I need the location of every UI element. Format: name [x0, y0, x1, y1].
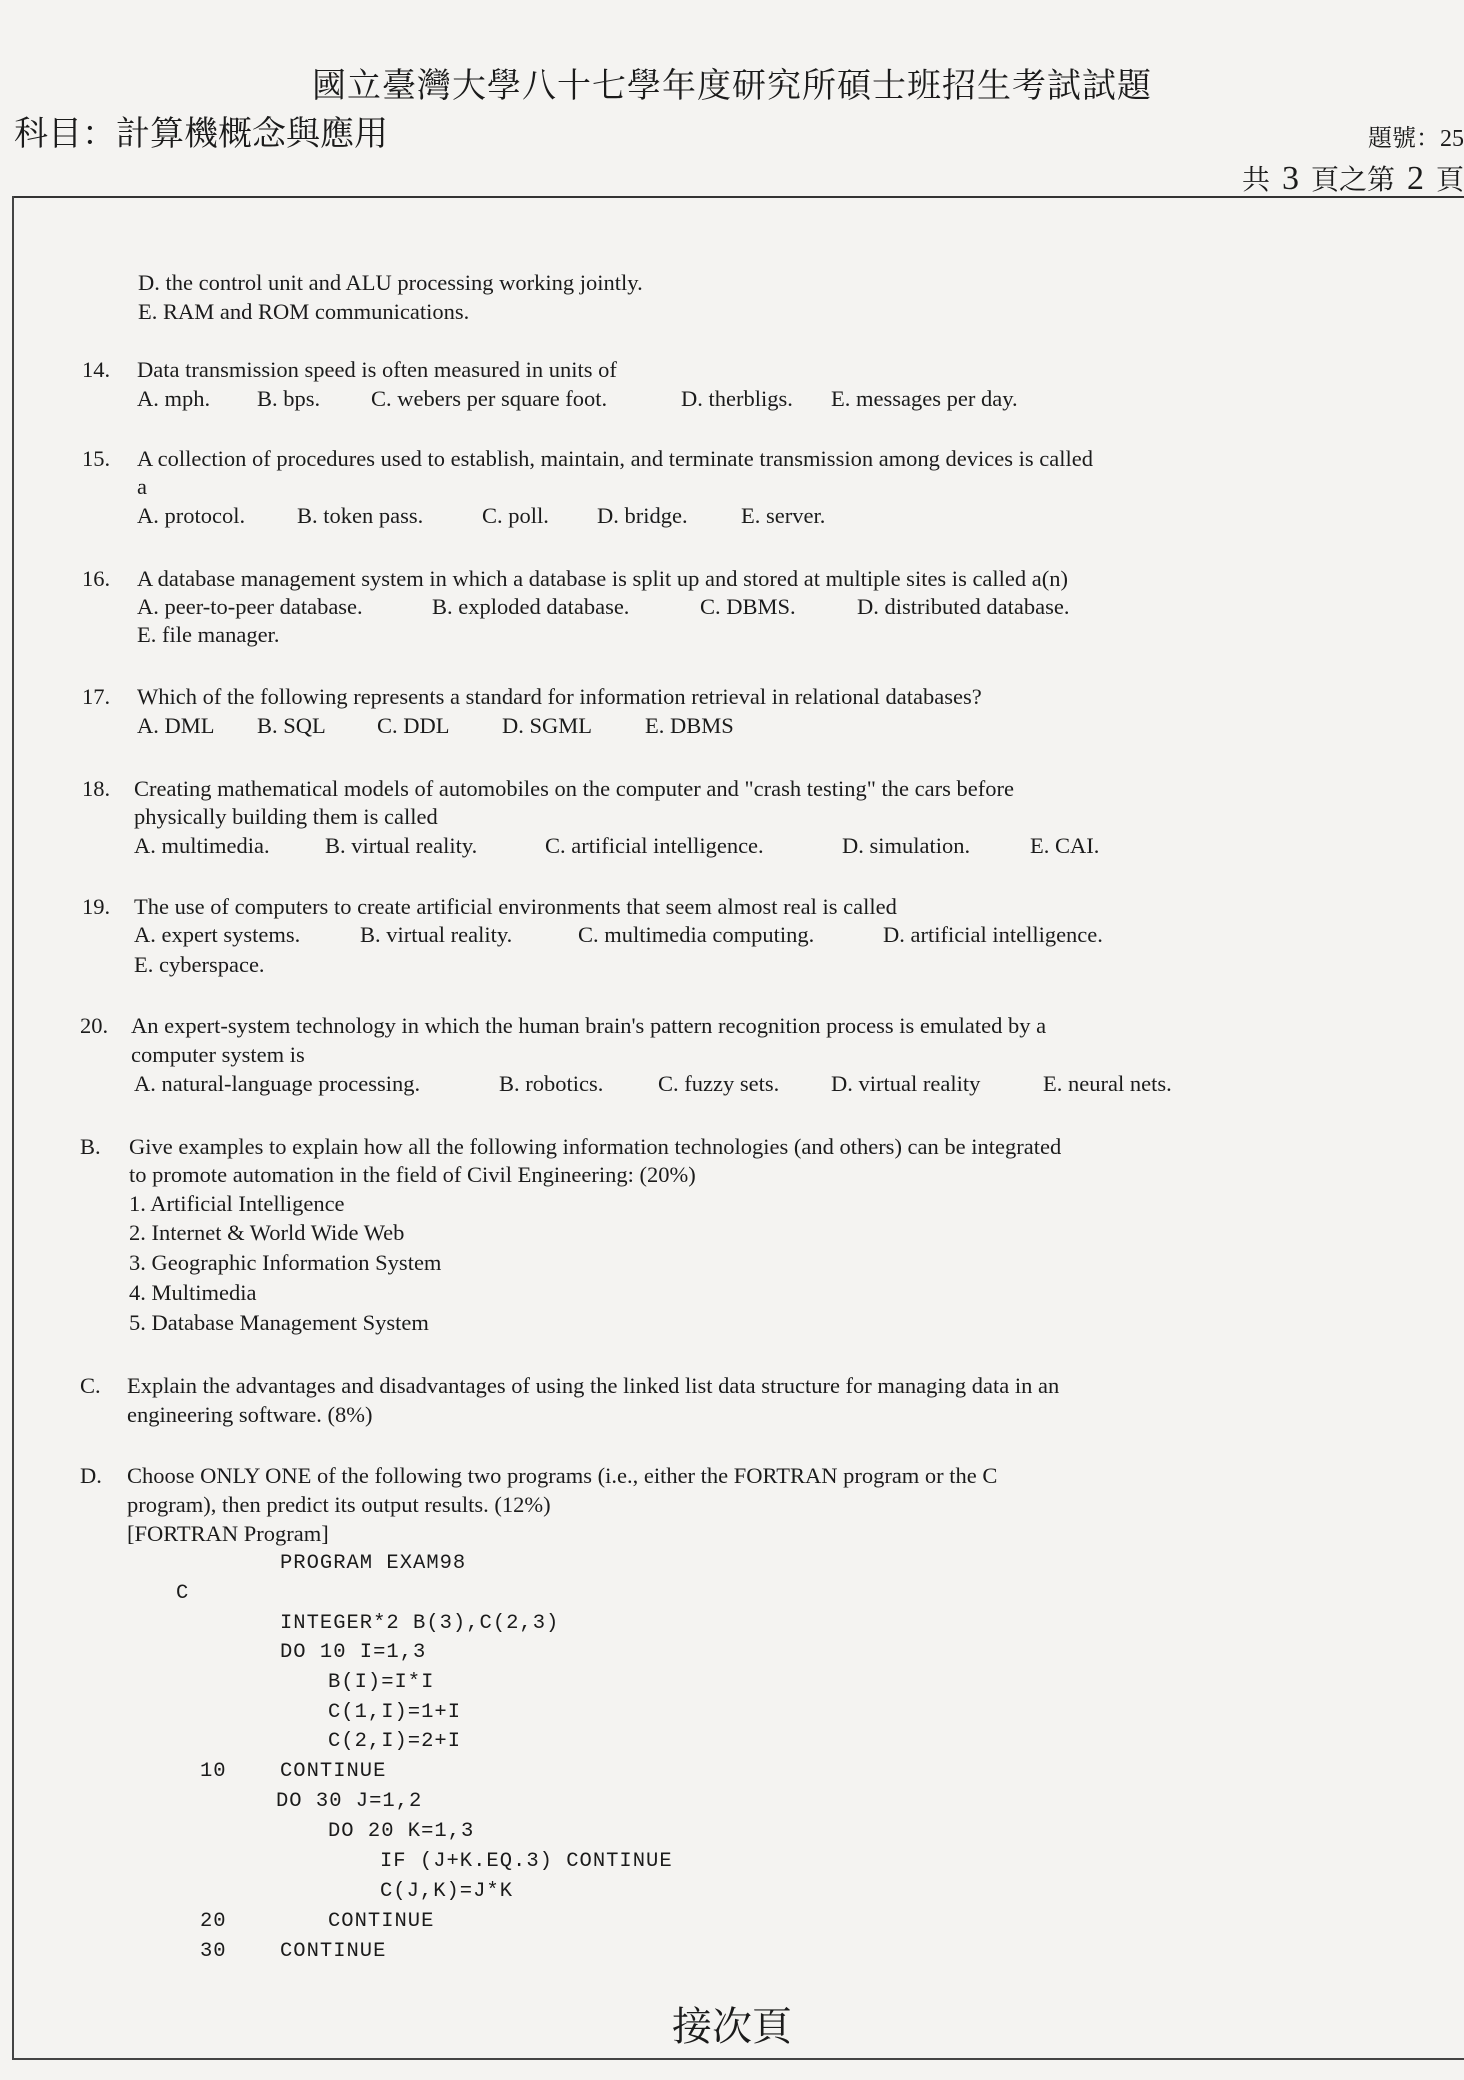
text-line: C. webers per square foot. — [371, 386, 608, 411]
page-indicator — [1242, 158, 1464, 198]
text-line: Which of the following represents a standard for information retrieval in relational databases? — [137, 684, 982, 709]
text-line: 2. Internet & World Wide Web — [129, 1220, 405, 1245]
page-indicator-middle: 頁之第 — [1310, 165, 1395, 196]
text-line: B. robotics. — [499, 1071, 604, 1096]
text-line: 15. — [82, 446, 111, 471]
text-line: Creating mathematical models of automobiles on the computer and "crash testing" the cars before — [134, 776, 1014, 801]
text-line: 14. — [82, 357, 111, 382]
page-current: 2 — [1406, 160, 1424, 197]
exam-number: 題號：25 — [1368, 126, 1464, 152]
page-indicator-prefix: 共 — [1241, 165, 1270, 196]
text-line: Give examples to explain how all the following information technologies (and others) can be integrated — [129, 1134, 1062, 1159]
text-line: B. SQL — [257, 713, 326, 738]
text-line: C. DBMS. — [700, 594, 796, 619]
text-line: B. — [80, 1134, 101, 1159]
page-total: 3 — [1281, 160, 1299, 197]
text-line: A. protocol. — [137, 503, 246, 528]
text-line: C. fuzzy sets. — [658, 1071, 780, 1096]
text-line: 18. — [82, 776, 111, 801]
text-line: A. DML — [137, 713, 215, 738]
text-line: E. neural nets. — [1043, 1071, 1172, 1096]
code-line: CONTINUE — [328, 1910, 435, 1933]
text-line: C. — [80, 1373, 101, 1398]
code-line: C — [176, 1582, 190, 1605]
continued-next-page: 接次頁 — [672, 2004, 792, 2049]
text-line: Data transmission speed is often measured in units of — [137, 357, 617, 382]
text-line: A. peer-to-peer database. — [137, 594, 363, 619]
text-line: C. multimedia computing. — [578, 922, 815, 947]
code-line: INTEGER*2 B(3),C(2,3) — [280, 1612, 560, 1635]
text-line: a — [137, 474, 147, 499]
text-line: 20. — [80, 1013, 109, 1038]
code-line: CONTINUE — [280, 1940, 387, 1963]
code-line: CONTINUE — [280, 1760, 387, 1783]
text-line: A collection of procedures used to establish, maintain, and terminate transmission among devices is called — [137, 446, 1093, 471]
text-line: D. — [80, 1463, 102, 1488]
text-line: 3. Geographic Information System — [129, 1250, 442, 1275]
text-line: E. CAI. — [1030, 833, 1100, 858]
text-line: D. SGML — [502, 713, 593, 738]
code-line: IF (J+K.EQ.3) CONTINUE — [380, 1850, 673, 1873]
code-line: 30 — [200, 1940, 227, 1963]
text-line: D. artificial intelligence. — [883, 922, 1103, 947]
text-line: A database management system in which a database is split up and stored at multiple sites is called a(n) — [137, 566, 1069, 591]
text-line: Choose ONLY ONE of the following two programs (i.e., either the FORTRAN program or the C — [127, 1463, 998, 1488]
text-line: [FORTRAN Program] — [127, 1521, 329, 1546]
text-line: B. exploded database. — [432, 594, 630, 619]
text-line: to promote automation in the field of Civil Engineering: (20%) — [129, 1162, 696, 1187]
text-line: C. DDL — [377, 713, 450, 738]
text-line: A. natural-language processing. — [134, 1071, 421, 1096]
text-line: E. file manager. — [137, 622, 280, 647]
subject-label: 科目：計算機概念與應用 — [14, 116, 388, 153]
code-line: C(J,K)=J*K — [380, 1880, 514, 1903]
left-border — [12, 196, 14, 2058]
text-line: D. distributed database. — [857, 594, 1070, 619]
code-line: 10 — [200, 1760, 227, 1783]
header-rule — [12, 196, 1464, 198]
code-line: DO 30 J=1,2 — [276, 1790, 423, 1813]
text-line: A. multimedia. — [134, 833, 270, 858]
text-line: B. virtual reality. — [325, 833, 478, 858]
code-line: DO 10 I=1,3 — [280, 1641, 427, 1664]
code-line: C(1,I)=1+I — [328, 1701, 462, 1724]
text-line: D. simulation. — [842, 833, 971, 858]
text-line: C. artificial intelligence. — [545, 833, 764, 858]
code-line: C(2,I)=2+I — [328, 1730, 462, 1753]
text-line: An expert-system technology in which the human brain's pattern recognition process is emulated by a — [131, 1013, 1047, 1038]
text-line: B. virtual reality. — [360, 922, 513, 947]
code-line: B(I)=I*I — [328, 1671, 435, 1694]
bottom-rule — [12, 2058, 1464, 2060]
text-line: A. mph. — [137, 386, 211, 411]
text-line: E. cyberspace. — [134, 952, 265, 977]
exam-title: 國立臺灣大學八十七學年度研究所碩士班招生考試試題 — [312, 68, 1152, 105]
text-line: D. the control unit and ALU processing working jointly. — [138, 270, 643, 295]
code-line: DO 20 K=1,3 — [328, 1820, 475, 1843]
text-line: D. bridge. — [597, 503, 688, 528]
text-line: engineering software. (8%) — [127, 1402, 373, 1427]
text-line: A. expert systems. — [134, 922, 301, 947]
text-line: physically building them is called — [134, 804, 438, 829]
text-line: E. RAM and ROM communications. — [138, 299, 470, 324]
text-line: 5. Database Management System — [129, 1310, 429, 1335]
page-indicator-suffix: 頁 — [1435, 165, 1464, 196]
text-line: D. therbligs. — [681, 386, 793, 411]
text-line: 1. Artificial Intelligence — [129, 1191, 345, 1216]
text-line: E. server. — [741, 503, 826, 528]
text-line: Explain the advantages and disadvantages of using the linked list data structure for managing data in an — [127, 1373, 1060, 1398]
code-line: 20 — [200, 1910, 227, 1933]
text-line: E. DBMS — [645, 713, 734, 738]
text-line: B. token pass. — [297, 503, 424, 528]
text-line: B. bps. — [257, 386, 321, 411]
text-line: 4. Multimedia — [129, 1280, 257, 1305]
code-line: PROGRAM EXAM98 — [280, 1552, 467, 1575]
text-line: The use of computers to create artificial environments that seem almost real is called — [134, 894, 897, 919]
text-line: C. poll. — [482, 503, 549, 528]
text-line: 16. — [82, 566, 111, 591]
text-line: 19. — [82, 894, 111, 919]
text-line: program), then predict its output results. (12%) — [127, 1492, 551, 1517]
text-line: computer system is — [131, 1042, 305, 1067]
text-line: D. virtual reality — [831, 1071, 981, 1096]
text-line: 17. — [82, 684, 111, 709]
text-line: E. messages per day. — [831, 386, 1018, 411]
